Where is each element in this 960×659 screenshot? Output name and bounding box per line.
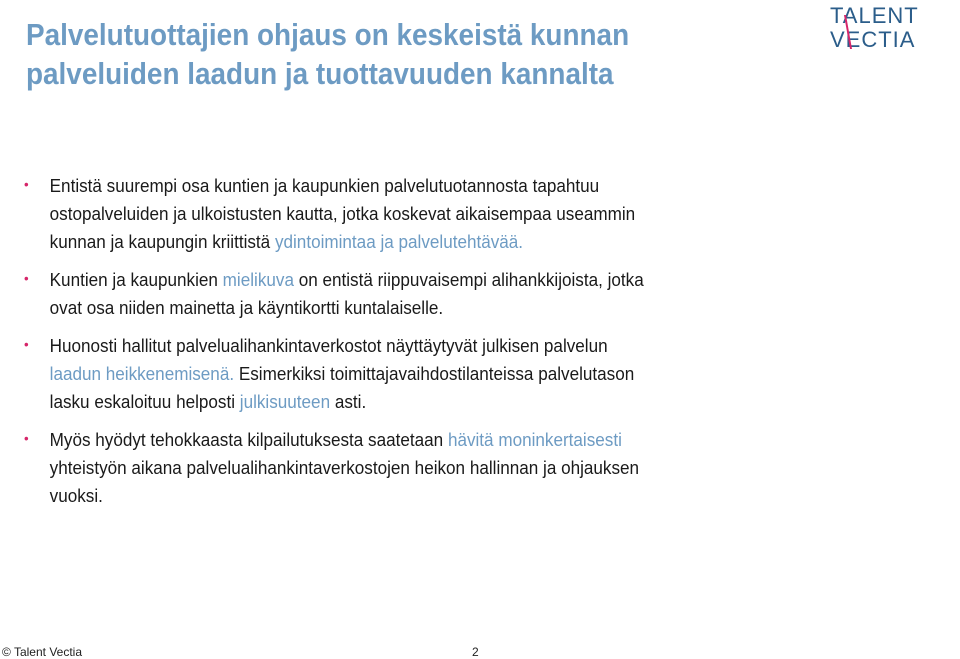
bullet-3-line-2 [50, 360, 879, 388]
bullet-1-line-3 [50, 228, 879, 256]
footer-copyright: © Talent Vectia [2, 645, 83, 659]
bullet-1-line-1: Entistä suurempi osa kuntien ja kaupunkien palvelutuotannosta tapahtuu [49, 176, 600, 196]
logo-line-2: VECTIA [830, 27, 916, 50]
bullet-marker: • [24, 430, 29, 446]
bullet-3-highlight-1: laadun heikkenemisenä. [49, 364, 235, 384]
logo-line-1: TALENT [830, 3, 919, 28]
bullet-item-1 [24, 172, 879, 256]
bullet-marker: • [24, 176, 29, 192]
bullet-4-highlight: hävitä moninkertaisesti [447, 430, 622, 450]
bullet-4-line-3: vuoksi. [49, 486, 103, 506]
talent-vectia-logo [828, 2, 958, 50]
bullet-item-2 [24, 266, 879, 322]
bullet-3-highlight-2: julkisuuteen [239, 392, 331, 412]
bullet-3-text-c: lasku eskaloituu helposti [49, 392, 240, 412]
bullet-4-text-a: Myös hyödyt tehokkaasta kilpailutuksesta saatetaan [49, 430, 448, 450]
bullet-1-text: kunnan ja kaupungin kriittistä [49, 232, 275, 252]
bullet-3-text-b: Esimerkiksi toimittajavaihdostilanteissa palvelutason [234, 364, 635, 384]
bullet-3-text-d: asti. [330, 392, 367, 412]
bullet-4-line-2: yhteistyön aikana palvelualihankintaverkostojen heikon hallinnan ja ohjauksen [49, 458, 640, 478]
title-line-1: Palvelutuottajien ohjaus on keskeistä kunnan [26, 17, 630, 52]
bullet-list [24, 172, 924, 520]
bullet-2-text-b: on entistä riippuvaisempi alihankkijoista, jotka [293, 270, 644, 290]
slide-title [26, 15, 710, 93]
title-line-2: palveluiden laadun ja tuottavuuden kannalta [26, 56, 614, 91]
bullet-3-line-3 [50, 388, 879, 416]
bullet-2-text-a: Kuntien ja kaupunkien [49, 270, 223, 290]
bullet-marker: • [24, 270, 29, 286]
bullet-item-4 [24, 426, 879, 510]
bullet-2-highlight: mielikuva [222, 270, 294, 290]
bullet-2-line-2: ovat osa niiden mainetta ja käyntikortti kuntalaiselle. [49, 298, 444, 318]
bullet-marker: • [24, 336, 29, 352]
bullet-4-line-1 [50, 426, 879, 454]
bullet-1-line-2: ostopalveluiden ja ulkoistusten kautta, jotka koskevat aikaisempaa useammin [49, 204, 636, 224]
bullet-3-line-1: Huonosti hallitut palvelualihankintaverkostot näyttäytyvät julkisen palvelun [49, 336, 608, 356]
bullet-item-3 [24, 332, 879, 416]
bullet-1-highlight: ydintoimintaa ja palvelutehtävää. [274, 232, 524, 252]
page-number: 2 [472, 645, 479, 659]
bullet-2-line-1 [50, 266, 879, 294]
